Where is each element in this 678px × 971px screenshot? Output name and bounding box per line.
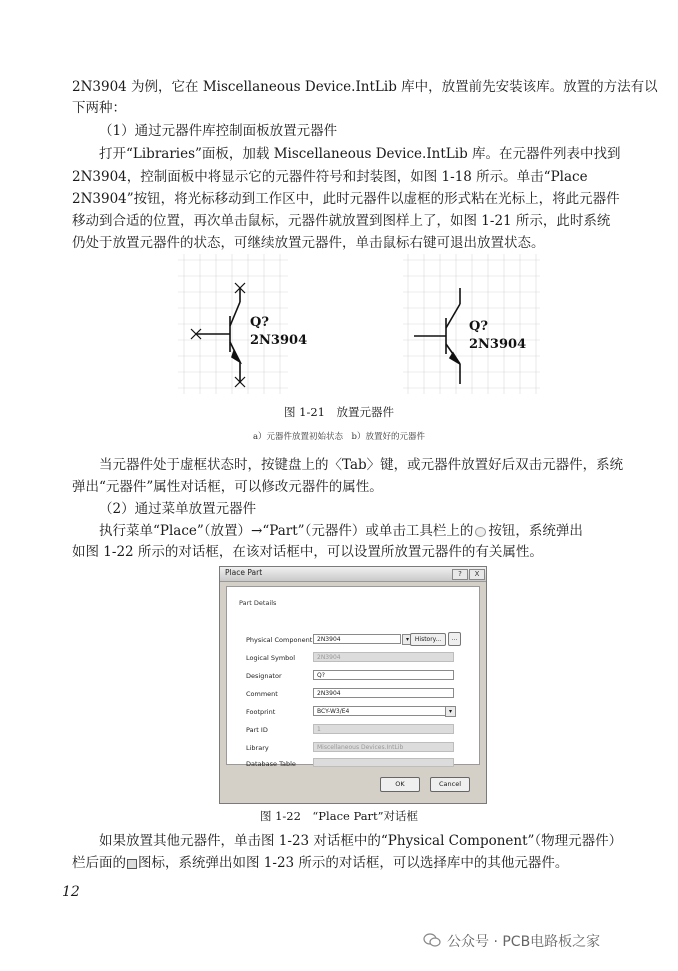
figure-1-22-caption: 图 1-22 “Place Part”对话框 [259,809,419,823]
wechat-icon [423,933,441,947]
close-button[interactable]: X [469,569,485,580]
designator-label: Designator [246,672,282,680]
part-details-label: Part Details [239,599,277,607]
part-details-panel [226,586,480,768]
closing-line-2 [72,853,568,873]
method2-line-2: 如图 1-22 所示的对话框，在该对话框中，可以设置所放置元器件的有关属性。 [72,544,543,560]
logical-symbol-label: Logical Symbol [246,654,296,662]
physical-component-dropdown-icon[interactable]: ▾ [402,634,413,645]
comment-input[interactable]: 2N3904 [313,688,454,698]
database-table-label: Database Table [246,760,296,768]
help-button[interactable]: ? [452,569,468,580]
cancel-button[interactable]: Cancel [430,777,470,792]
history-button[interactable]: History... [410,633,446,646]
logical-symbol-input: 2N3904 [313,652,454,662]
method1-line-3: 2N3904”按钮，将光标移动到工作区中，此时元器件以虚框的形式粘在光标上，将此元器件 [72,191,620,207]
method1-heading: （1）通过元器件库控制面板放置元器件 [99,123,338,139]
method2-line1-text-a: 执行菜单“Place”（放置）→“Part”（元器件）或单击工具栏上的 [99,523,474,539]
left-part: 2N3904 [250,333,308,348]
figure-1-21 [178,254,540,394]
method1-line-1: 打开“Libraries”面板，加载 Miscellaneous Device.IntLib 库。在元器件列表中找到 [99,146,621,162]
grid-left [178,254,288,394]
closing-line2-text-b: 图标，系统弹出如图 1-23 所示的对话框，可以选择库中的其他元器件。 [138,855,569,871]
transistor-right [414,288,460,384]
intro-line-1: 2N3904 为例，它在 Miscellaneous Device.IntLib 库中，放置前先安装该库。放置的方法有以 [72,79,658,95]
method1-line-4: 移动到合适的位置，再次单击鼠标，元器件就放置到图样上了，如图 1-21 所示，此时系统 [72,213,611,229]
tab-line-2: 弹出“元器件”属性对话框，可以修改元器件的属性。 [72,479,383,495]
physical-component-input[interactable]: 2N3904 [313,634,401,644]
method2-heading: （2）通过菜单放置元器件 [99,501,257,517]
part-id-label: Part ID [246,726,268,734]
browse-button[interactable]: ... [448,632,461,646]
tab-line-1: 当元器件处于虚框状态时，按键盘上的〈Tab〉键，或元器件放置好后双击元器件，系统 [99,457,624,473]
designator-input[interactable]: Q? [313,670,454,680]
footprint-select[interactable]: BCY-W3/E4 [313,706,454,716]
method1-line-2: 2N3904，控制面板中将显示它的元器件符号和封装图，如图 1-18 所示。单击“Place [72,169,588,185]
intro-line-2: 下两种： [72,100,126,116]
method2-line1-text-b: 按钮，系统弹出 [488,523,583,539]
transistor-left [196,288,240,382]
figure-1-21-caption: 图 1-21 放置元器件 [284,405,394,419]
closing-line2-text-a: 栏后面的 [72,855,126,871]
ok-button[interactable]: OK [380,777,420,792]
library-input: Miscellaneous Devices.IntLib [313,742,454,752]
figure-1-21-subcaption: a）元器件放置初始状态 b）放置好的元器件 [252,432,425,442]
footprint-dropdown-icon[interactable]: ▾ [445,706,456,717]
browse-icon [127,859,137,869]
closing-line-1: 如果放置其他元器件，单击图 1-23 对话框中的“Physical Component”（物理元器件） [99,833,623,849]
method1-line-5: 仍处于放置元器件的状态，可继续放置元器件，单击鼠标右键可退出放置状态。 [72,235,545,251]
dialog-title: Place Part [225,568,263,577]
left-designator: Q? [250,315,269,330]
right-part: 2N3904 [469,337,527,352]
place-part-icon [475,527,486,537]
physical-component-label: Physical Component [246,636,313,644]
place-part-dialog [219,566,487,804]
watermark-text: 公众号 · PCB电路板之家 [447,934,601,950]
database-table-input [313,758,454,767]
footprint-label: Footprint [246,708,276,716]
right-designator: Q? [469,319,488,334]
page-number: 12 [62,884,80,900]
comment-label: Comment [246,690,278,698]
part-id-select: 1 [313,724,454,734]
method2-line-1 [99,521,583,541]
library-label: Library [246,744,269,752]
pin-x-markers [191,283,245,387]
dialog-titlebar [220,567,486,582]
